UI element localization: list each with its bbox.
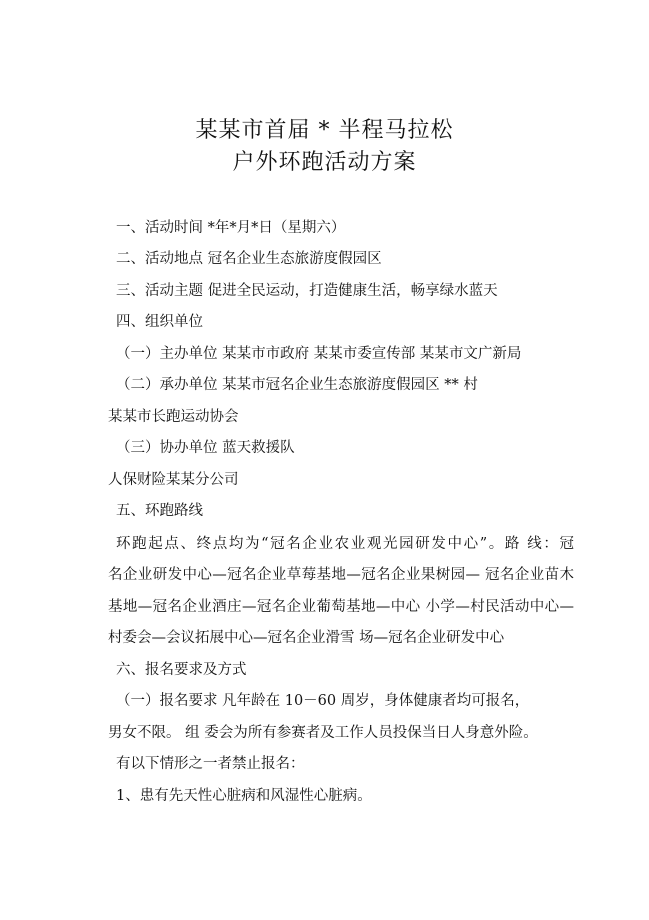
- route-line-2: 名企业研发中心—冠名企业草莓基地—冠名企业果树园— 冠名企业苗木: [108, 567, 574, 583]
- section-registration-heading: 六、报名要求及方式: [116, 662, 247, 678]
- item-route-heading: 五、环跑路线: [116, 503, 203, 519]
- forbidden-item-1: 1、患有先天性心脏病和风湿性心脏病。: [116, 788, 372, 804]
- title-line-1: 某某市首届 * 半程马拉松: [195, 118, 454, 143]
- item-organizing-units: （二）承办单位 某某市冠名企业生态旅游度假园区 ** 村: [116, 377, 478, 393]
- registration-requirement-line-2: 男女不限。 组 委会为所有参赛者及工作人员投保当日人身意外险。: [108, 725, 538, 741]
- registration-requirement-line-1: （一）报名要求 凡年龄在 10－60 周岁，身体健康者均可报名，: [116, 693, 530, 709]
- item-organizing-units-cont: 某某市长跑运动协会: [108, 409, 239, 425]
- item-organizers-heading: 四、组织单位: [116, 314, 203, 330]
- item-activity-theme: 三、活动主题 促进全民运动，打造健康生活，畅享绿水蓝天: [116, 283, 498, 299]
- route-line-1: 环跑起点、终点均为“冠名企业农业观光园研发中心”。路 线：冠: [116, 536, 574, 552]
- item-co-organizers-cont: 人保财险某某分公司: [108, 472, 239, 488]
- route-line-3: 基地—冠名企业酒庄—冠名企业葡萄基地—中心 小学—村民活动中心—: [108, 599, 574, 615]
- forbidden-intro: 有以下情形之一者禁止报名：: [116, 756, 305, 772]
- title-line-2: 户外环跑活动方案: [232, 150, 417, 175]
- item-co-organizers: （三）协办单位 蓝天救援队: [116, 440, 295, 456]
- route-line-4: 村委会—会议拓展中心—冠名企业滑雪 场—冠名企业研发中心: [108, 630, 505, 646]
- item-activity-location: 二、活动地点 冠名企业生态旅游度假园区: [116, 251, 382, 267]
- item-activity-time: 一、活动时间 *年*月*日（星期六）: [116, 220, 346, 236]
- item-host-units: （一）主办单位 某某市市政府 某某市委宣传部 某某市文广新局: [116, 346, 522, 362]
